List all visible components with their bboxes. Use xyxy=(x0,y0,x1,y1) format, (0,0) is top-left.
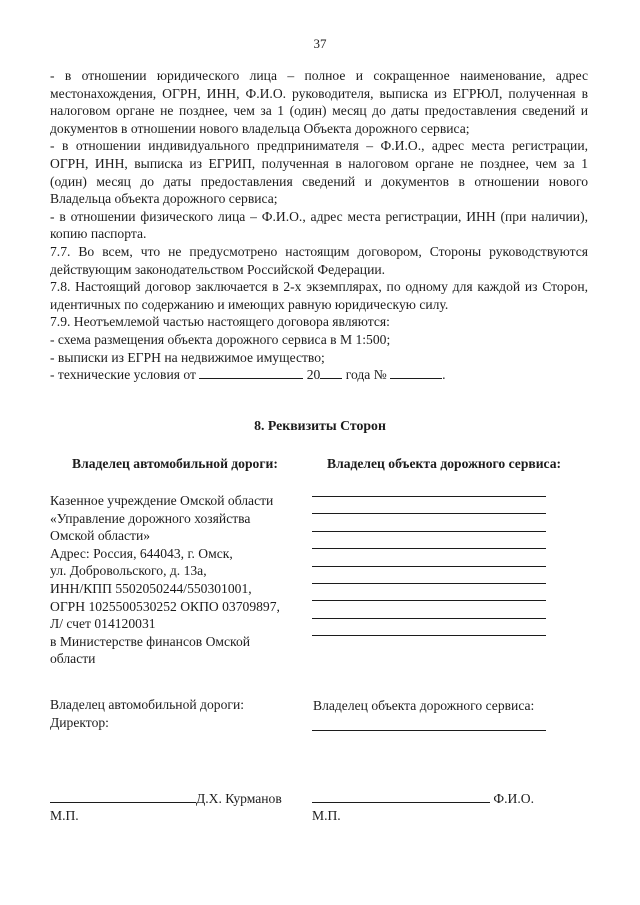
clause-7-7: 7.7. Во всем, что не предусмотрено настоящим договором, Стороны руководствуются действующим законодательством Российской Федерации. xyxy=(50,243,588,277)
blank-line[interactable] xyxy=(312,548,546,549)
address-line: области xyxy=(50,651,96,667)
address-line: ИНН/КПП 5502050244/550301001, xyxy=(50,580,252,596)
service-owner-signer-name: Ф.И.О. xyxy=(493,791,534,806)
address-line: Казенное учреждение Омской области xyxy=(50,493,274,508)
road-owner-stamp-label: М.П. xyxy=(50,808,79,823)
service-owner-details-blanks xyxy=(312,496,546,653)
road-owner-sign-label: Владелец автомобильной дороги: xyxy=(50,697,244,712)
tech-conditions-end: . xyxy=(442,367,446,383)
address-line: ОГРН 1025500530252 ОКПО 03709897, xyxy=(50,598,280,614)
address-line: Адрес: Россия, 644043, г. Омск, xyxy=(50,545,233,561)
road-owner-signature-line[interactable] xyxy=(50,790,196,803)
road-owner-header: Владелец автомобильной дороги: xyxy=(72,456,278,471)
blank-line[interactable] xyxy=(312,635,546,636)
annex-tech-conditions xyxy=(50,366,588,384)
address-line: в Министерстве финансов Омской xyxy=(50,633,251,649)
annex-egrn: - выписки из ЕГРН на недвижимое имущество; xyxy=(50,349,325,365)
tech-conditions-date-blank[interactable] xyxy=(199,366,303,379)
tech-conditions-year-suffix: года № xyxy=(345,367,387,383)
service-owner-stamp-label: М.П. xyxy=(312,808,341,823)
blank-line[interactable] xyxy=(312,513,546,514)
address-line: «Управление дорожного хозяйства xyxy=(50,510,251,526)
clause-7-9: 7.9. Неотъемлемой частью настоящего договора являются: xyxy=(50,314,390,330)
tech-conditions-year-prefix: 20 xyxy=(306,367,321,383)
service-owner-sign-label: Владелец объекта дорожного сервиса: xyxy=(313,698,535,713)
service-owner-signature xyxy=(312,790,534,807)
address-line: Омской области» xyxy=(50,528,151,544)
road-owner-signature xyxy=(50,790,282,807)
address-line: Л/ счет 014120031 xyxy=(50,616,156,632)
blank-line[interactable] xyxy=(312,566,546,567)
service-owner-header: Владелец объекта дорожного сервиса: xyxy=(327,456,562,471)
blank-line[interactable] xyxy=(312,496,546,497)
road-owner-details xyxy=(50,492,300,668)
blank-line[interactable] xyxy=(312,531,546,532)
contract-body xyxy=(50,67,588,384)
paragraph-legal-entity: - в отношении юридического лица – полное и сокращенное наименование, адрес местонахождения, ОГРН, ИНН, Ф.И.О. руководителя, выписка из ЕГРЮЛ, полученная в налоговом органе не позднее, чем за 1 (один) месяц до даты предоставления сведений и документов в отношении нового владельца Объекта дорожного сервиса; xyxy=(50,68,588,136)
road-owner-signer-name: Д.Х. Курманов xyxy=(196,791,282,806)
paragraph-natural-person: - в отношении физического лица – Ф.И.О., адрес места регистрации, ИНН (при наличии), копию паспорта. xyxy=(50,208,588,242)
address-line: ул. Добровольского, д. 13а, xyxy=(50,563,207,579)
annex-scheme: - схема размещения объекта дорожного сервиса в М 1:500; xyxy=(50,331,391,347)
service-owner-signature-line[interactable] xyxy=(312,790,490,803)
director-label: Директор: xyxy=(50,714,109,730)
tech-conditions-prefix: - технические условия от xyxy=(50,367,196,383)
road-owner-sign-block xyxy=(50,696,244,731)
blank-line[interactable] xyxy=(312,583,546,584)
paragraph-individual-entrepreneur: - в отношении индивидуального предпринимателя – Ф.И.О., адрес места регистрации, ОГРН, ИНН, выписка из ЕГРИП, полученная в налоговом органе не позднее, чем за 1 (один) месяц до даты предоставления сведений и документов в отношении нового Владельца объекта дорожного сервиса; xyxy=(50,138,588,207)
tech-conditions-year-blank[interactable] xyxy=(320,366,342,379)
section-title: 8. Реквизиты Сторон xyxy=(254,418,386,433)
blank-line[interactable] xyxy=(312,618,546,619)
page-number: 37 xyxy=(313,36,327,51)
clause-7-8: 7.8. Настоящий договор заключается в 2-х экземплярах, по одному для каждой из Сторон, идентичных по содержанию и имеющих равную юридическую силу. xyxy=(50,279,588,312)
service-owner-position-blank[interactable] xyxy=(312,730,546,731)
blank-line[interactable] xyxy=(312,600,546,601)
tech-conditions-number-blank[interactable] xyxy=(390,366,442,379)
